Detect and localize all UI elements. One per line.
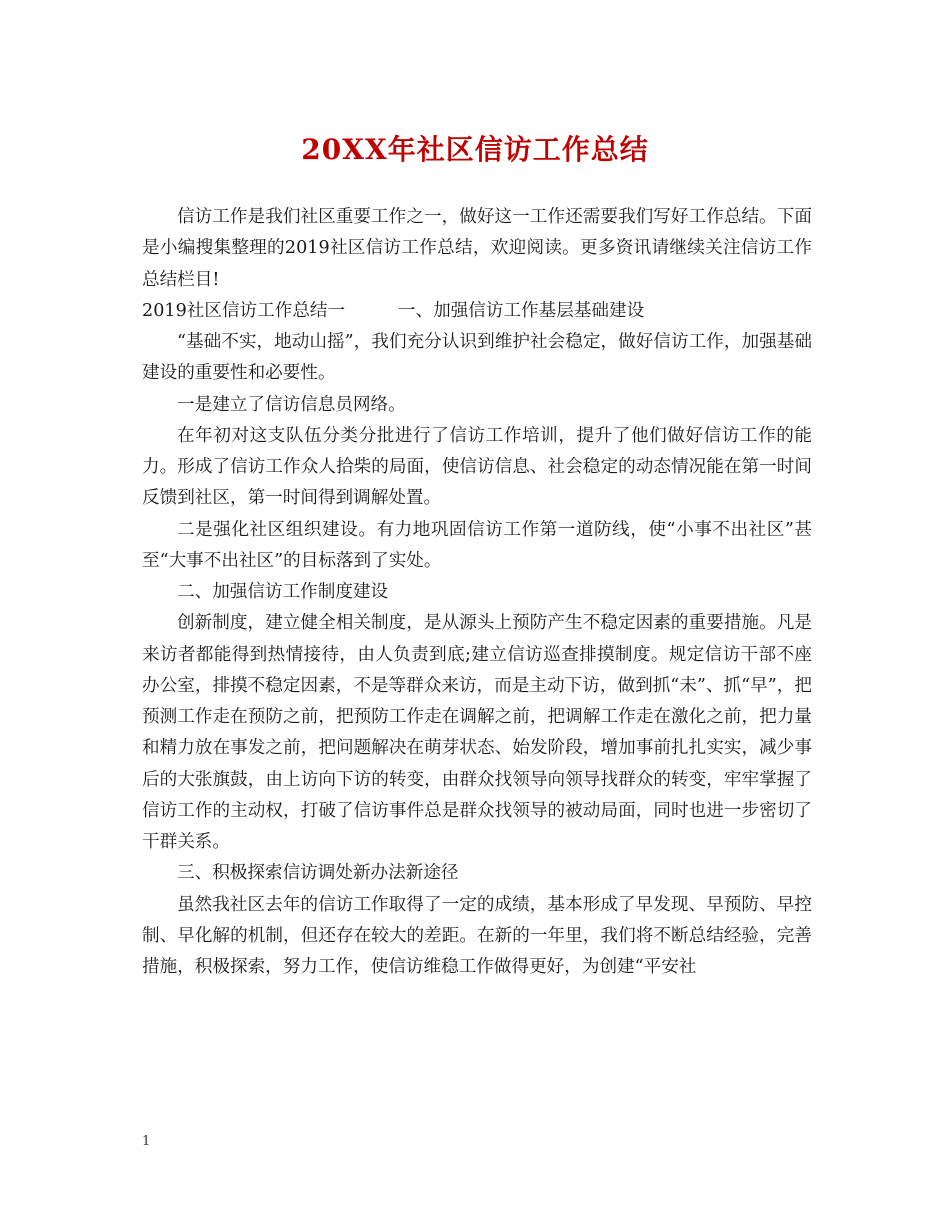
body-paragraph: “基础不实，地动山摇”，我们充分认识到维护社会稳定，做好信访工作，加强基础建设的重要性和必要性。 <box>142 332 812 384</box>
section-heading-line: 2019社区信访工作总结一 一、加强信访工作基层基础建设 <box>142 300 645 321</box>
body-paragraph: 二是强化社区组织建设。有力地巩固信访工作第一道防线，使“小事不出社区”甚至“大事不出社区”的目标落到了实处。 <box>142 519 812 571</box>
body-paragraph: 创新制度，建立健全相关制度，是从源头上预防产生不稳定因素的重要措施。凡是来访者都能得到热情接待，由人负责到底;建立信访巡查排摸制度。规定信访干部不座办公室，排摸不稳定因素，不是等群众来访，而是主动下访，做到抓“未”、抓“早”，把预测工作走在预防之前，把预防工作走在调解之前，把调解工作走在激化之前，把力量和精力放在事发之前，把问题解决在萌芽状态、始发阶段，增加事前扎扎实实，减少事后的大张旗鼓，由上访向下访的转变，由群众找领导向领导找群众的转变，牢牢掌握了信访工作的主动权，打破了信访事件总是群众找领导的被动局面，同时也进一步密切了干群关系。 <box>142 613 812 852</box>
body-paragraph: 信访工作是我们社区重要工作之一，做好这一工作还需要我们写好工作总结。下面是小编搜集整理的2019社区信访工作总结，欢迎阅读。更多资讯请继续关注信访工作总结栏目! <box>142 207 812 290</box>
body-paragraph: 一是建立了信访信息员网络。 <box>177 394 406 415</box>
document-title: 20XX年社区信访工作总结 <box>301 133 649 166</box>
document-body <box>142 202 812 983</box>
page-number: 1 <box>142 1134 151 1149</box>
section-heading: 三、积极探索信访调处新办法新途径 <box>177 863 459 884</box>
body-paragraph: 虽然我社区去年的信访工作取得了一定的成绩，基本形成了早发现、早预防、早控制、早化解的机制，但还存在较大的差距。在新的一年里，我们将不断总结经验，完善措施，积极探索，努力工作，使信访维稳工作做得更好，为创建“平安社 <box>142 894 812 977</box>
body-paragraph: 在年初对这支队伍分类分批进行了信访工作培训，提升了他们做好信访工作的能力。形成了信访工作众人拾柴的局面，使信访信息、社会稳定的动态情况能在第一时间反馈到社区，第一时间得到调解处置。 <box>142 425 812 509</box>
section-heading: 二、加强信访工作制度建设 <box>177 582 389 602</box>
